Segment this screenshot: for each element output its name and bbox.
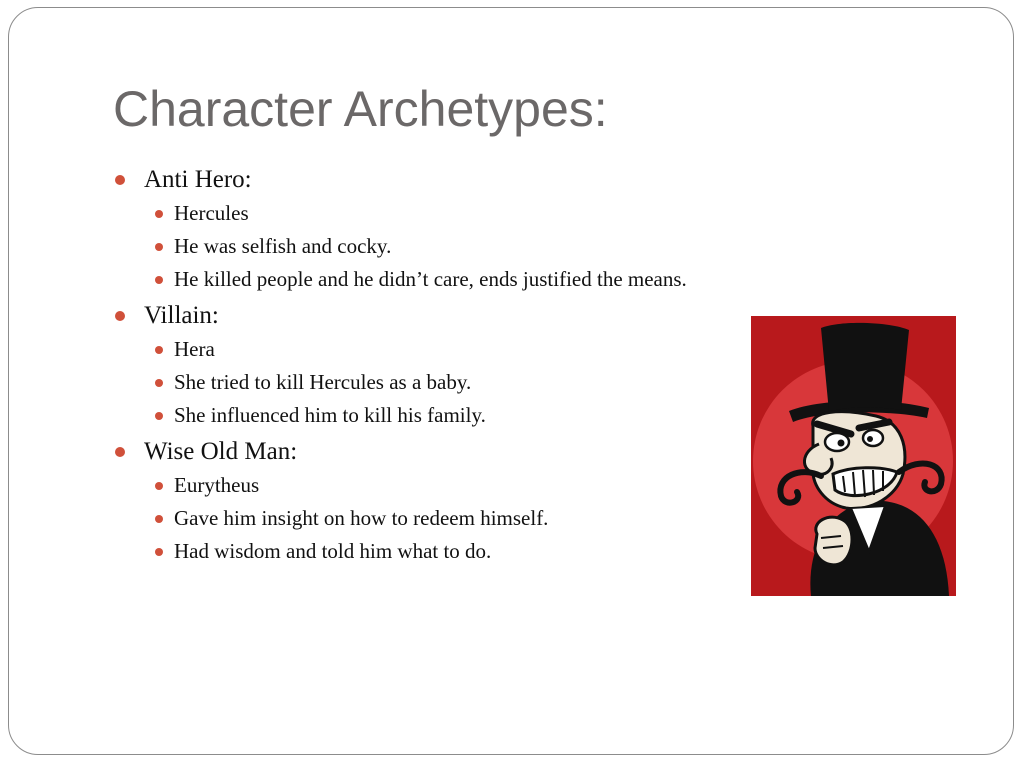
bullet-dot-icon: [115, 311, 125, 321]
bullet-heading: Villain:: [144, 302, 219, 329]
sub-bullet-item: [112, 399, 812, 432]
sub-bullet-text: She tried to kill Hercules as a baby.: [174, 370, 472, 394]
bullet-list: [112, 163, 812, 568]
bullet-dot-icon: [115, 447, 125, 457]
bullet-dot-icon: [155, 379, 163, 387]
bullet-item-villain: [112, 299, 812, 333]
sub-bullet-item: [112, 333, 812, 366]
bullet-dot-icon: [155, 482, 163, 490]
sub-bullet-text: Gave him insight on how to redeem himself.: [174, 506, 549, 530]
bullet-dot-icon: [155, 243, 163, 251]
bullet-dot-icon: [155, 412, 163, 420]
sub-bullet-item: [112, 366, 812, 399]
sub-bullet-item: [112, 469, 812, 502]
bullet-dot-icon: [155, 548, 163, 556]
sub-bullet-text: He was selfish and cocky.: [174, 234, 392, 258]
bullet-heading: Wise Old Man:: [144, 438, 298, 465]
sub-bullet-text: Hercules: [174, 201, 249, 225]
villain-illustration-icon: [751, 316, 956, 596]
bullet-dot-icon: [155, 515, 163, 523]
sub-bullet-item: [112, 535, 812, 568]
slide-title: Character Archetypes:: [113, 81, 608, 137]
sub-bullet-text: Eurytheus: [174, 473, 260, 497]
sub-bullet-text: Had wisdom and told him what to do.: [174, 539, 492, 563]
bullet-dot-icon: [155, 276, 163, 284]
sub-bullet-item: [112, 502, 812, 535]
bullet-item-wise-old-man: [112, 435, 812, 469]
sub-bullet-text: She influenced him to kill his family.: [174, 403, 486, 427]
sub-bullet-text: Hera: [174, 337, 215, 361]
bullet-item-anti-hero: [112, 163, 812, 197]
bullet-dot-icon: [155, 346, 163, 354]
sub-bullet-item: [112, 263, 812, 296]
bullet-heading: Anti Hero:: [144, 166, 252, 193]
sub-bullet-item: [112, 230, 812, 263]
sub-bullet-text: He killed people and he didn’t care, ends justified the means.: [174, 267, 687, 291]
sub-bullet-item: [112, 197, 812, 230]
bullet-dot-icon: [115, 175, 125, 185]
bullet-dot-icon: [155, 210, 163, 218]
